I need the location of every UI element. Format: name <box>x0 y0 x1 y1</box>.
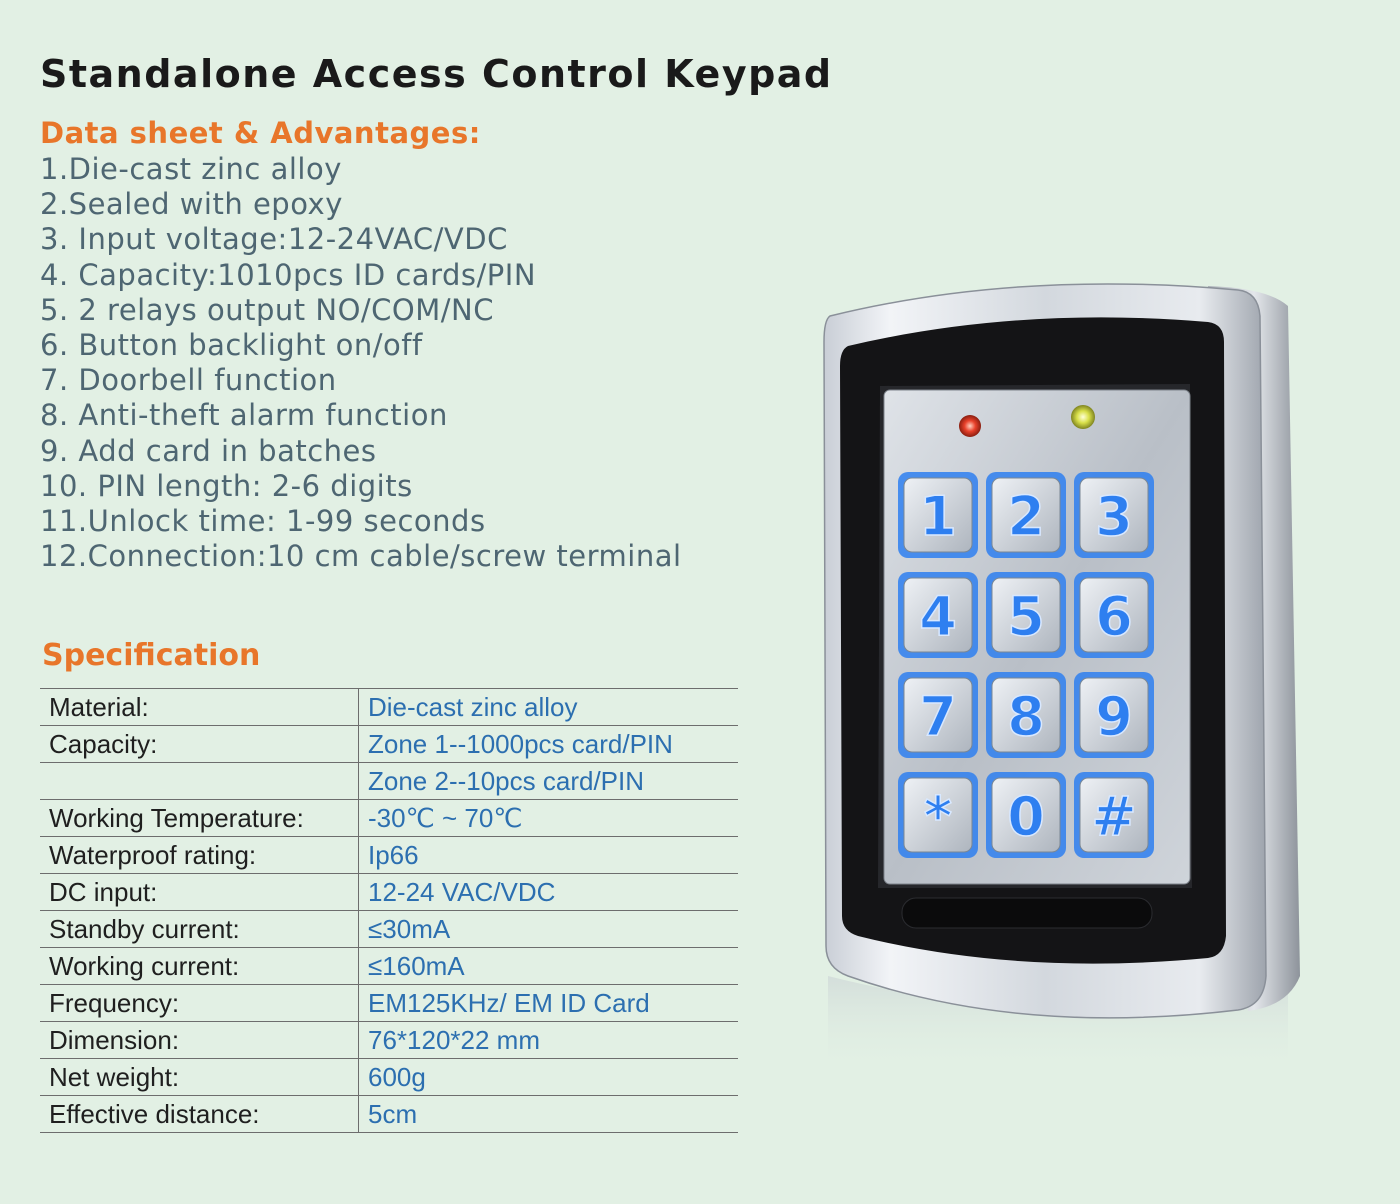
keypad-key <box>986 672 1066 758</box>
table-row <box>40 1022 738 1059</box>
list-item: 1.Die-cast zinc alloy <box>40 152 342 186</box>
keypad-key-label: 0 <box>1007 785 1045 848</box>
list-item: 2.Sealed with epoxy <box>40 187 343 222</box>
spec-value: Zone 1--1000pcs card/PIN <box>359 726 739 763</box>
spec-label: Capacity: <box>40 726 359 763</box>
spec-value: Die-cast zinc alloy <box>359 689 739 726</box>
list-item: 11.Unlock time: 1-99 seconds <box>40 504 486 539</box>
keypad-key <box>1074 772 1154 858</box>
spec-value: ≤160mA <box>359 948 739 985</box>
keypad-key-label: # <box>1091 785 1137 848</box>
spec-label: Effective distance: <box>40 1096 359 1133</box>
keypad-key-label: 8 <box>1007 685 1045 748</box>
spec-label: Working current: <box>40 948 359 985</box>
keypad-key-label: 5 <box>1007 585 1045 648</box>
list-item: 7. Doorbell function <box>40 363 337 398</box>
spec-label <box>40 763 359 800</box>
keypad-key <box>898 572 978 658</box>
spec-value: ≤30mA <box>359 911 739 948</box>
page-title: Standalone Access Control Keypad <box>40 52 833 96</box>
keypad-key-label: 7 <box>919 685 957 748</box>
spec-value: EM125KHz/ EM ID Card <box>359 985 739 1022</box>
spec-label: Frequency: <box>40 985 359 1022</box>
list-item: 6. Button backlight on/off <box>40 328 423 363</box>
specification-table <box>40 688 738 1133</box>
spec-value: 12-24 VAC/VDC <box>359 874 739 911</box>
list-item: 3. Input voltage:12-24VAC/VDC <box>40 222 508 257</box>
table-row <box>40 837 738 874</box>
keypad-key <box>986 572 1066 658</box>
spec-label: Working Temperature: <box>40 800 359 837</box>
spec-value: Ip66 <box>359 837 739 874</box>
spec-value: 600g <box>359 1059 739 1096</box>
spec-label: DC input: <box>40 874 359 911</box>
keypad-key <box>898 672 978 758</box>
list-item: 8. Anti-theft alarm function <box>40 398 448 433</box>
table-row <box>40 948 738 985</box>
list-item: 10. PIN length: 2-6 digits <box>40 468 413 503</box>
list-item: 12.Connection:10 cm cable/screw terminal <box>40 539 682 574</box>
keypad-key-label: 4 <box>919 585 957 648</box>
keypad-key-label: 1 <box>919 485 957 548</box>
spec-label: Dimension: <box>40 1022 359 1059</box>
spec-value: 76*120*22 mm <box>359 1022 739 1059</box>
specification-heading: Specification <box>42 638 261 673</box>
keypad-key-label: 2 <box>1007 485 1045 548</box>
advantages-list <box>40 152 682 574</box>
spec-value: Zone 2--10pcs card/PIN <box>359 763 739 800</box>
keypad-key <box>986 472 1066 558</box>
table-row <box>40 911 738 948</box>
spec-label: Net weight: <box>40 1059 359 1096</box>
table-row <box>40 800 738 837</box>
keypad-key-label: * <box>923 785 953 848</box>
spec-value: -30℃ ~ 70℃ <box>359 800 739 837</box>
keypad-key-label: 3 <box>1095 485 1133 548</box>
table-row <box>40 985 738 1022</box>
spec-label: Standby current: <box>40 911 359 948</box>
table-row <box>40 726 738 763</box>
advantages-heading: Data sheet & Advantages: <box>40 116 481 150</box>
keypad-key <box>986 772 1066 858</box>
keypad-key <box>898 472 978 558</box>
spec-label: Waterproof rating: <box>40 837 359 874</box>
keypad-key <box>1074 672 1154 758</box>
table-row <box>40 763 738 800</box>
keypad-key <box>1074 472 1154 558</box>
keypad-key-label: 9 <box>1095 685 1133 748</box>
keypad-device-image <box>818 276 1308 1076</box>
table-row <box>40 874 738 911</box>
keypad-key <box>1074 572 1154 658</box>
spec-label: Material: <box>40 689 359 726</box>
list-item: 4. Capacity:1010pcs ID cards/PIN <box>40 257 537 292</box>
list-item: 5. 2 relays output NO/COM/NC <box>40 292 494 327</box>
table-row <box>40 689 738 726</box>
keypad-key-label: 6 <box>1095 585 1133 648</box>
keypad-key <box>898 772 978 858</box>
table-row <box>40 1096 738 1133</box>
table-row <box>40 1059 738 1096</box>
spec-value: 5cm <box>359 1096 739 1133</box>
list-item: 9. Add card in batches <box>40 433 377 468</box>
